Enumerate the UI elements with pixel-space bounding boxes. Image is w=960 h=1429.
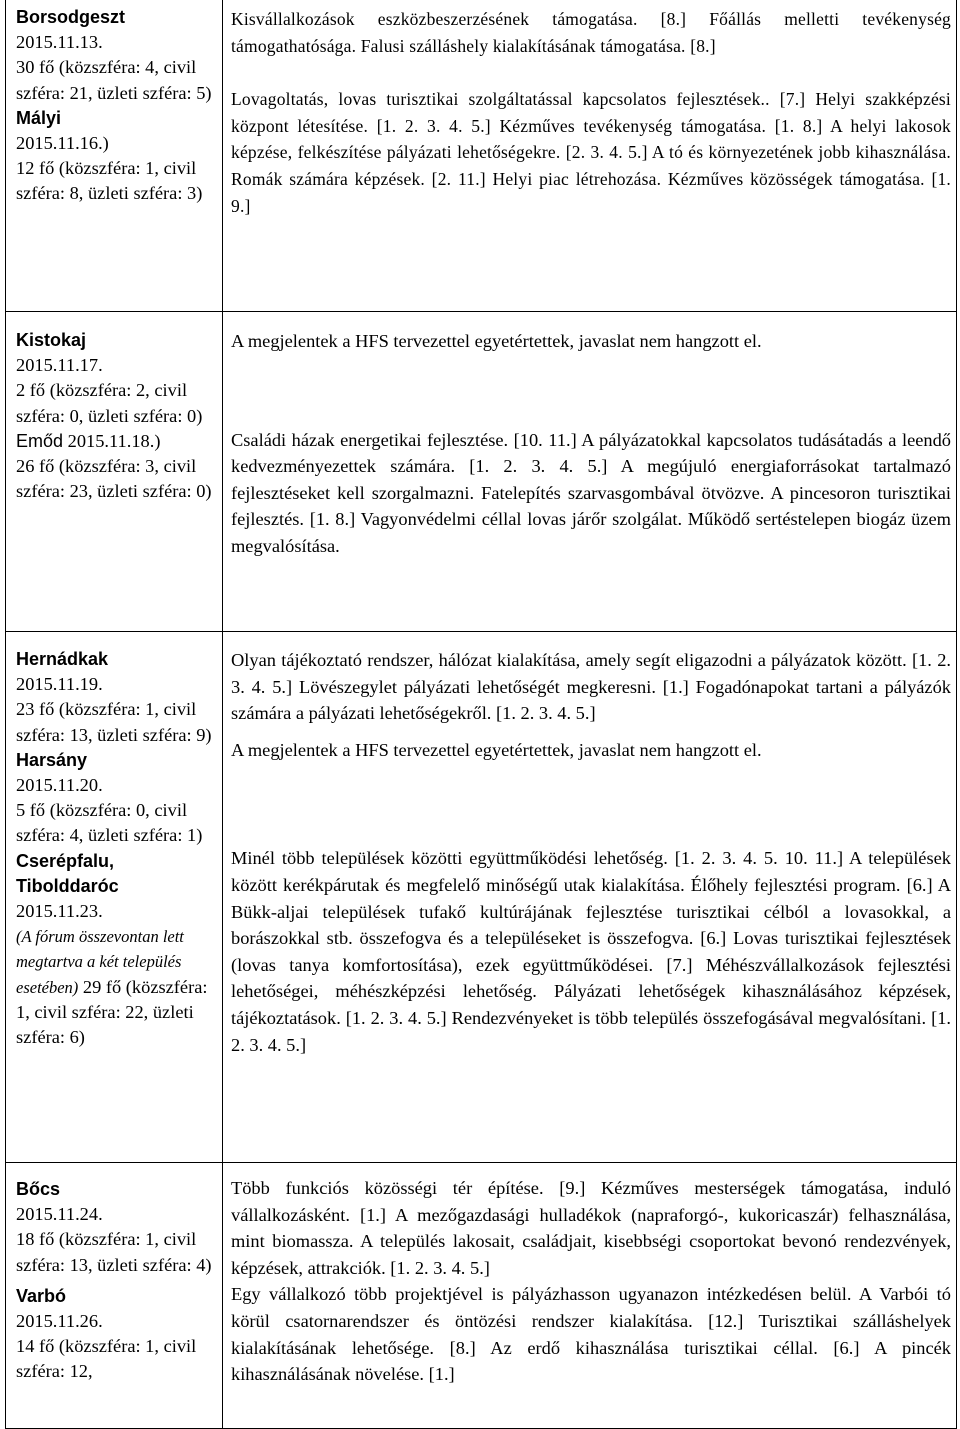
proposals-cell: [223, 632, 957, 1163]
attendance-count: 2 fő (közszféra: 2, civil szféra: 0, üzleti szféra: 0): [16, 380, 203, 426]
proposals-cell: [223, 1163, 957, 1429]
forum-date: 2015.11.26.: [16, 1311, 103, 1332]
proposal-paragraph: Családi házak energetikai fejlesztése. [10. 11.] A pályázatokkal kapcsolatos tudásátadás a leendő kedvezményezettek számára. [1. 2. 3. 4. 5.] A megújuló energiaforrásokat tartalmazó fejlesztéseket kell szorgalmazni. Fatelepítés szarvasgombával ötvözve. A pincesoron turisztikai fejlesztés. [1. 8.] Vagyonvédelmi céllal lovas járőr szolgálat. Működő sertéstelepen biogáz üzem megvalósítása.: [231, 429, 951, 556]
table-row: [6, 632, 957, 1163]
attendance-count: 29 fő (közszféra: 1, civil szféra: 22, üzleti szféra: 6): [16, 976, 208, 1048]
proposal-paragraph: Kisvállalkozások eszközbeszerzésének támogatása. [8.] Főállás melletti tevékenység támogathatósága. Falusi szálláshely kialakításának támogatása. [8.]: [231, 9, 951, 56]
settlement-cell: [6, 0, 223, 312]
settlement-cell: [6, 312, 223, 632]
forum-date: 2015.11.24.: [16, 1204, 103, 1225]
forum-date: 2015.11.23.: [16, 901, 103, 922]
attendance-count: 23 fő (közszféra: 1, civil szféra: 13, üzleti szféra: 9): [16, 699, 212, 745]
attendance-count: 18 fő (közszféra: 1, civil szféra: 13, üzleti szféra: 4): [16, 1229, 212, 1275]
settlement-name: Hernádkak: [16, 649, 109, 669]
forum-note: (A fórum összevontan lett megtartva a két település esetében): [16, 927, 184, 997]
settlement-name: Bőcs: [16, 1179, 61, 1199]
proposal-paragraph: Minél több települések közötti együttműködési lehetőség. [1. 2. 3. 4. 5. 10. 11.] A települések között kerékpárutak és megfelelő minőségű utak kialakítása. Élőhely fejlesztési program. [6.] A Bükk-aljai települések tufakő kultúrájának fejlesztése turisztikai célból a lovasokkal, a borászokkal stb. összefogva és a településeket is összefogva. [6.] Lovas turisztikai fejlesztések (lovas tanya komfortosítása), ezek együttműködései. [7.] Méhészvállalkozások fejlesztési lehetőségei, méhészképzési lehetőség. Pályázati lehetőségek kihasználásához képzések, tájékoztatások. [1. 2. 3. 4. 5.] Rendezvényeket is több település összefogásával megvalósítani. [1. 2. 3. 4. 5.]: [231, 848, 951, 1055]
settlement-name: Borsodgeszt: [16, 7, 126, 27]
attendance-count: 12 fő (közszféra: 1, civil szféra: 8, üzleti szféra: 3): [16, 158, 203, 204]
forum-date: 2015.11.18.): [67, 430, 161, 451]
table-row: [6, 312, 957, 632]
forum-date: 2015.11.13.: [16, 32, 103, 53]
proposal-paragraph: A megjelentek a HFS tervezettel egyetértettek, javaslat nem hangzott el.: [231, 331, 762, 351]
forum-date: 2015.11.17.: [16, 355, 103, 376]
proposal-paragraph: A megjelentek a HFS tervezettel egyetértettek, javaslat nem hangzott el.: [231, 739, 762, 760]
settlement-name: Mályi: [16, 107, 62, 128]
attendance-count: 30 fő (közszféra: 4, civil szféra: 21, üzleti szféra: 5): [16, 57, 212, 103]
attendance-count: 26 fő (közszféra: 3, civil szféra: 23, üzleti szféra: 0): [16, 456, 212, 502]
proposals-cell: [223, 0, 957, 312]
attendance-count: 5 fő (közszféra: 0, civil szféra: 4, üzleti szféra: 1): [16, 800, 203, 846]
attendance-count: 14 fő (közszféra: 1, civil szféra: 12,: [16, 1336, 197, 1382]
settlement-cell: [6, 632, 223, 1163]
proposal-paragraph: Olyan tájékoztató rendszer, hálózat kialakítása, amely segít eligazodni a pályázatok között. [1. 2. 3. 4. 5.] Lövészegylet pályázati lehetőségét megkeresni. [1.] Fogadónapokat tartani a pályázók számára a pályázati lehetőségekről. [1. 2. 3. 4. 5.]: [231, 650, 951, 724]
settlement-cell: [6, 1163, 223, 1429]
proposal-paragraph: Több funkciós közösségi tér építése. [9.] Kézműves mesterségek támogatása, induló vállalkozásként. [1.] A mezőgazdasági hulladékok (napraforgó-, kukoricaszár) felhasználása, mint biomassza. A település lakosait, családjait, kisebbségi csoportokat bevonó rendezvények, képzések, attrakciók. [1. 2. 3. 4. 5.]: [231, 1178, 951, 1278]
settlement-name: Emőd: [16, 430, 64, 451]
table-row: [6, 1163, 957, 1429]
table-row: [6, 0, 957, 312]
settlement-name: Cserépfalu, Tibolddaróc: [16, 850, 119, 896]
forum-summary-table: [5, 0, 957, 1429]
forum-date: 2015.11.20.: [16, 775, 103, 796]
forum-date: 2015.11.19.: [16, 674, 103, 695]
proposal-paragraph: Lovagoltatás, lovas turisztikai szolgáltatással kapcsolatos fejlesztések.. [7.] Helyi szakképzési központ létesítése. [1. 2. 3. 4. 5.] Kézműves tevékenység támogatása. [1. 8.] A helyi lakosok képzése, felkészítése pályázati lehetőségekre. [2. 3. 4. 5.] A tó és környezetének jobb kihasználása. Romák számára képzések. [2. 11.] Helyi piac létrehozása. Kézműves közösségek támogatása. [1. 9.]: [231, 89, 951, 216]
settlement-name: Kistokaj: [16, 330, 87, 350]
settlement-name: Harsány: [16, 749, 88, 770]
forum-date: 2015.11.16.): [16, 133, 109, 154]
proposal-paragraph: Egy vállalkozó több projektjével is pályázhasson ugyanazon intézkedésen belül. A Varbói tó körül csatornarendszer és öntözési rendszer kialakítása. [12.] Turisztikai szálláshelyek kialakításának lehetősége. [8.] Az erdő kihasználása turisztikai céllal. [6.] A pincék kihasználásának növelése. [1.]: [231, 1284, 951, 1385]
settlement-name: Varbó: [16, 1285, 67, 1306]
proposals-cell: [223, 312, 957, 632]
